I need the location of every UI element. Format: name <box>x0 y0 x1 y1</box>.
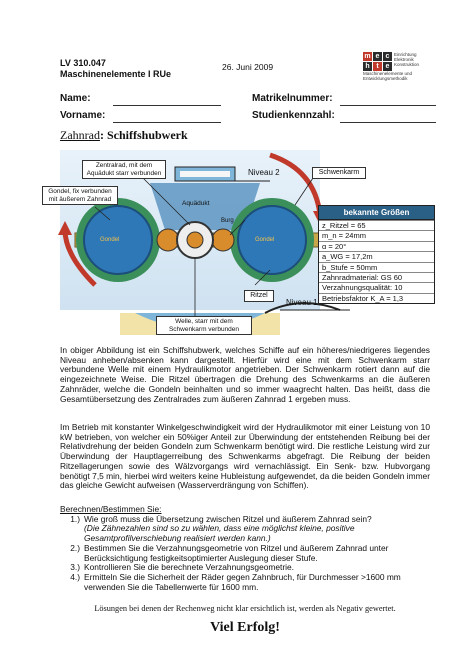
left-pinion <box>157 229 179 251</box>
description-paragraph-1: In obiger Abbildung ist ein Schiffshubwerk, welches Schiffe auf ein höheres/niedrigeres liegendes Niveau anheben/absenken kann dargestellt. Hierfür wird eine mit dem Schwenkarm starr verbundene Welle mit einem Hydraulikmotor angetrieben. Der Schwenkarm rotiert dann auf die eingezeichnete Weise. Die Ritzel übertragen die Drehung des Schwenkarms an die äußeren Zahnräder, welche die Gondeln beinhalten und so immer waagrecht halten. Das heißt, dass die Gesamtübersetzung des Zentralrades zum äußeren Zahnrad 1 ergeben muss. <box>60 345 430 404</box>
exercise-title <box>60 128 188 143</box>
logo-letter: h <box>363 62 372 71</box>
known-value-row: Zahnradmaterial: GS 60 <box>319 272 434 282</box>
logo-letter: t <box>373 62 382 71</box>
task-note: (Die Zähnezahlen sind so zu wählen, dass eine möglichst kleine, positive Gesamtprofilverschiebung realisiert werden kann.) <box>84 523 355 544</box>
tasks-section <box>60 505 430 592</box>
task-text: Bestimmen Sie die Verzahnungsgeometrie von Ritzel und äußerem Zahnrad unter Berücksichtigung festigkeitsoptimierter Auslegung dieser Stufe. <box>84 542 389 563</box>
logo-letter: e <box>373 52 382 61</box>
known-value-row: z_Ritzel = 65 <box>319 220 434 230</box>
logo-line: Maschinenelemente und <box>363 71 413 76</box>
central-shaft <box>187 232 203 248</box>
known-value-row: Betriebsfaktor K_A = 1,3 <box>319 293 434 303</box>
right-pinion <box>212 229 234 251</box>
course-name: Maschinenelemente I RUe <box>60 69 172 79</box>
label-schwenkarm: Schwenkarm <box>312 167 366 179</box>
name-label: Name: <box>60 93 91 104</box>
task-text: Kontrollieren Sie die berechnete Verzahnungsgeometrie. <box>84 562 294 573</box>
task-number: 3.) <box>70 562 80 573</box>
footnote: Lösungen bei denen der Rechenweg nicht klar ersichtlich ist, werden als Negativ gewertet. <box>94 604 396 613</box>
label-gondel-right: Gondel <box>255 237 275 243</box>
logo-line: Konstruktion <box>394 62 420 67</box>
name-field[interactable] <box>113 105 221 106</box>
title-prefix: Zahnrad <box>60 128 100 142</box>
label-burg: Burg <box>221 218 234 224</box>
callout-gondel: Gondel, fix verbunden mit äußerem Zahnrad <box>42 186 118 205</box>
callout-welle: Welle, starr mit dem Schwenkarm verbunden <box>156 316 252 335</box>
vorname-label: Vorname: <box>60 110 106 121</box>
institute-logo <box>363 52 443 81</box>
label-aquaedukt: Aquädukt <box>182 200 210 207</box>
logo-line: Einrichtung <box>394 52 417 57</box>
task-item <box>60 573 430 592</box>
tasks-heading: Berechnen/Bestimmen Sie: <box>60 504 162 514</box>
vorname-field[interactable] <box>113 122 221 123</box>
known-values-table <box>318 205 435 304</box>
studien-label: Studienkennzahl: <box>252 110 335 121</box>
known-value-row: Verzahnungsqualität: 10 <box>319 282 434 292</box>
task-number: 4.) <box>70 571 80 582</box>
known-value-row: a_WG = 17,2m <box>319 251 434 261</box>
studien-field[interactable] <box>340 122 436 123</box>
logo-letter: m <box>364 53 371 60</box>
label-ritzel: Ritzel <box>244 290 274 302</box>
course-code: LV 310.047 <box>60 58 106 68</box>
aqueduct-ship <box>180 171 230 177</box>
logo-letter: e <box>383 62 392 71</box>
known-value-row: b_Stufe = 50mm <box>319 262 434 272</box>
callout-zentralrad: Zentralrad, mit dem Aquädukt starr verbunden <box>82 160 166 179</box>
task-number: 2.) <box>70 542 80 553</box>
known-values-heading: bekannte Größen <box>319 206 434 220</box>
description-paragraph-2: Im Betrieb mit konstanter Winkelgeschwindigkeit wird der Hydraulikmotor mit einer Leistung von 10 kW betrieben, von welcher ein 50%iger Anteil zur Überwindung der entstehenden Reibung bei der Relativdrehung der beiden Gondeln zum Schwenkarm benötigt wird. Die restliche Leistung wird zur Überwindung der Hauptlagerreibung des Schwenkarms abgefragt. Die Reibung der beiden Ritzellagerungen sowie des Wälzvorgangs wird vernachlässigt. Ein Senk- bzw. Hubvorgang benötigt 7,5 min, hierbei wird weiters keine Hubleistung aufgewendet, da die beiden Gondeln immer das gleiche Gewicht aufweisen (Wasserverdrängung von Schiffen). <box>60 422 430 491</box>
task-item <box>60 515 430 544</box>
closing-greeting: Viel Erfolg! <box>210 620 280 635</box>
title-suffix: : Schiffshubwerk <box>99 128 188 142</box>
logo-letter: c <box>383 52 392 61</box>
task-text: Wie groß muss die Übersetzung zwischen Ritzel und äußerem Zahnrad sein? <box>84 513 372 524</box>
label-niveau2: Niveau 2 <box>248 168 280 177</box>
label-gondel-left: Gondel <box>100 237 120 243</box>
logo-line: Elektronik <box>394 57 414 62</box>
exam-date: 26. Juni 2009 <box>222 62 274 72</box>
known-value-row: m_n = 24mm <box>319 230 434 240</box>
matrikel-field[interactable] <box>340 105 436 106</box>
task-number: 1.) <box>70 513 80 524</box>
matrikel-label: Matrikelnummer: <box>252 93 333 104</box>
known-value-row: α = 20° <box>319 241 434 251</box>
task-item <box>60 544 430 563</box>
label-niveau1: Niveau 1 <box>286 298 318 307</box>
task-text: Ermitteln Sie die Sicherheit der Räder gegen Zahnbruch, für Durchmesser >1600 mm verwenden Sie die Tabellenwerte für 1600 mm. <box>84 571 401 592</box>
logo-line: Entwicklungsmethodik <box>363 76 408 81</box>
